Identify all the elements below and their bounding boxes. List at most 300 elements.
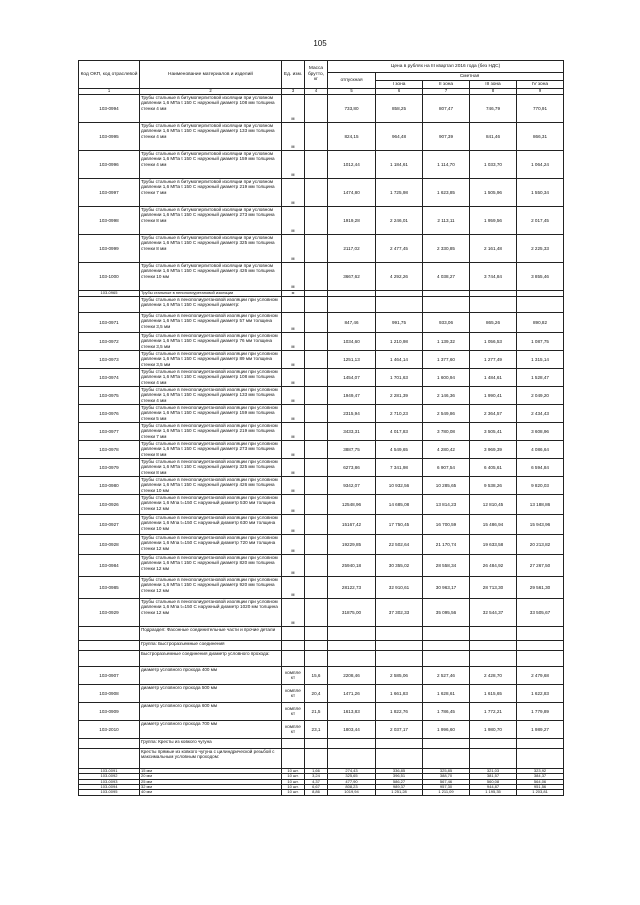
row-unit: компле кт: [282, 684, 305, 702]
row-zone1-price: [376, 748, 423, 768]
row-release-price: [328, 296, 376, 312]
row-release-price: [328, 748, 376, 768]
table-row: [79, 748, 564, 768]
row-code: 103-0907: [79, 666, 140, 684]
row-release-price: 733,80: [328, 94, 376, 122]
row-code: 103-0973: [79, 350, 140, 368]
row-zone3-price: 321,03: [470, 768, 517, 773]
row-zone3-price: 1 980,70: [470, 720, 517, 738]
table-header: [79, 61, 564, 95]
table-body: [79, 94, 564, 795]
row-zone3-price: 746,79: [470, 94, 517, 122]
table-row: [79, 178, 564, 206]
row-unit: 10 шт.: [282, 790, 305, 795]
table-row: [79, 332, 564, 350]
row-mass: 3,24: [305, 774, 328, 779]
table-row: [79, 312, 564, 332]
row-release-price: 6273,86: [328, 458, 376, 476]
row-zone2-price: 1 628,61: [423, 684, 470, 702]
row-unit: компле кт: [282, 702, 305, 720]
row-name: Трубы стальные в пенополиуретановой изоляции при условном давлении 1,6 МПа t 150 С наружный диаметр 820 мм толщина стенки 12 мм: [140, 554, 282, 576]
row-name: Трубы стальные в пенополиуретановой изоляции при условном давлении 1,6 МПа t 150 С наружный диаметр 325 мм толщина стенки 8 мм: [140, 458, 282, 476]
col-number: 5: [328, 89, 376, 95]
row-zone4-price: 2 017,45: [517, 206, 564, 234]
table-row: [79, 534, 564, 554]
row-unit: [282, 626, 305, 640]
row-mass: [305, 494, 328, 514]
row-zone1-price: 2 477,45: [376, 234, 423, 262]
row-zone2-price: 13 814,23: [423, 494, 470, 514]
row-name: Трубы стальные в пенополиуретановой изоляции при условном давлении 1,6 МПа t 150 С наружный диаметр 76 мм толщина стенки 3,5 мм: [140, 332, 282, 350]
row-zone4-price: 1 622,83: [517, 684, 564, 702]
row-unit: м: [282, 150, 305, 178]
row-zone4-price: 13 188,86: [517, 494, 564, 514]
row-code: 103-0985: [79, 576, 140, 598]
row-zone3-price: 9 538,26: [470, 476, 517, 494]
row-code: 103-0092: [79, 774, 140, 779]
row-zone4-price: [517, 296, 564, 312]
row-release-price: 9342,07: [328, 476, 376, 494]
row-zone2-price: 957,30: [423, 785, 470, 790]
row-zone4-price: 2 225,33: [517, 234, 564, 262]
col-number: 2: [140, 89, 282, 95]
row-zone4-price: 15 943,96: [517, 514, 564, 534]
row-zone2-price: 1 114,70: [423, 150, 470, 178]
row-zone3-price: 944,87: [470, 785, 517, 790]
row-release-price: 1919,28: [328, 206, 376, 234]
row-release-price: 1471,26: [328, 684, 376, 702]
row-unit: 10 шт.: [282, 768, 305, 773]
row-zone1-price: 1 464,14: [376, 350, 423, 368]
row-zone3-price: 26 484,92: [470, 554, 517, 576]
row-name: Трубы стальные в пенополиуретановой изоляции при условном давлении 1,6 МПа t 150 С наружный диаметр 219 мм толщина стенки 7 мм: [140, 422, 282, 440]
row-name: Трубы стальные в пенополиуретановой изоляции при условном давлении 1,6 МПа t 150 С наружный диаметр 108 мм толщина стенки 4 мм: [140, 368, 282, 386]
row-zone2-price: [423, 748, 470, 768]
row-zone1-price: 1 822,76: [376, 702, 423, 720]
row-zone4-price: 770,91: [517, 94, 564, 122]
row-mass: [305, 386, 328, 404]
row-release-price: 25940,18: [328, 554, 376, 576]
row-name: Трубы стальные в битумоперлитовой изоляции при условном давлении 1,6 МПа t 150 С наружный диаметр 219 мм толщина стенки 7 мм: [140, 178, 282, 206]
row-zone4-price: 890,82: [517, 312, 564, 332]
row-code: 103-0927: [79, 514, 140, 534]
row-zone2-price: 1 623,85: [423, 178, 470, 206]
row-unit: м: [282, 598, 305, 626]
row-zone1-price: 964,48: [376, 122, 423, 150]
row-name: диаметр условного прохода 400 мм: [140, 666, 282, 684]
row-mass: 8,86: [305, 790, 328, 795]
row-zone4-price: 2 479,68: [517, 666, 564, 684]
row-release-price: [328, 650, 376, 666]
row-mass: [305, 94, 328, 122]
row-mass: 20,4: [305, 684, 328, 702]
row-zone3-price: [470, 748, 517, 768]
row-zone1-price: 1 251,28: [376, 790, 423, 795]
row-name: 15 мм: [140, 768, 282, 773]
row-release-price: 3887,75: [328, 440, 376, 458]
row-release-price: 808,23: [328, 785, 376, 790]
row-unit: м: [282, 234, 305, 262]
header-release: отпускная: [328, 73, 376, 89]
table-row: [79, 650, 564, 666]
row-name: Трубы стальные в битумоперлитовой изоляции при условном давлении 1,6 МПа t 150 С наружный диаметр 159 мм толщина стенки 4 мм: [140, 150, 282, 178]
table-row: [79, 576, 564, 598]
row-zone3-price: 381,57: [470, 774, 517, 779]
row-zone3-price: 865,26: [470, 312, 517, 332]
row-zone2-price: 2 330,85: [423, 234, 470, 262]
row-mass: [305, 150, 328, 178]
table-row: [79, 94, 564, 122]
row-release-price: 1613,83: [328, 702, 376, 720]
table-row: [79, 702, 564, 720]
row-code: 103-0974: [79, 368, 140, 386]
row-code: 103-0972: [79, 332, 140, 350]
row-zone1-price: 30 355,02: [376, 554, 423, 576]
row-zone2-price: [423, 296, 470, 312]
row-zone4-price: 4 086,64: [517, 440, 564, 458]
row-code: 103-0095: [79, 790, 140, 795]
row-zone3-price: 32 544,37: [470, 598, 517, 626]
row-zone4-price: [517, 640, 564, 650]
row-mass: [305, 296, 328, 312]
row-release-price: 2208,46: [328, 666, 376, 684]
row-zone1-price: 22 502,64: [376, 534, 423, 554]
row-mass: 4,37: [305, 779, 328, 784]
row-zone3-price: 1 615,65: [470, 684, 517, 702]
row-zone1-price: 336,85: [376, 768, 423, 773]
table-row: [79, 350, 564, 368]
row-zone3-price: [470, 650, 517, 666]
table-row: [79, 368, 564, 386]
row-zone1-price: [376, 738, 423, 748]
table-row: [79, 720, 564, 738]
row-zone2-price: 2 113,11: [423, 206, 470, 234]
row-name: Трубы стальные в пенополиуретановой изоляции при условном давлении 1,6 МПа t 150 С наружный диаметр 57 мм толщина стенки 3,5 мм: [140, 312, 282, 332]
row-zone1-price: [376, 650, 423, 666]
row-unit: [282, 748, 305, 768]
row-zone4-price: 2 049,20: [517, 386, 564, 404]
row-name: Группа: Быстроразъемные соединения: [140, 640, 282, 650]
row-zone3-price: 12 810,45: [470, 494, 517, 514]
row-name: Трубы стальные в пенополиуретановой изоляции при условном давлении 1,6 МПа t 150 С наружный диаметр 920 мм толщина стенки 12 мм: [140, 576, 282, 598]
row-mass: [305, 514, 328, 534]
row-zone2-price: 1 139,32: [423, 332, 470, 350]
row-code: 103-0908: [79, 684, 140, 702]
row-unit: м: [282, 534, 305, 554]
row-zone3-price: 2 161,48: [470, 234, 517, 262]
row-unit: 10 шт.: [282, 779, 305, 784]
row-zone1-price: 37 302,33: [376, 598, 423, 626]
row-zone2-price: 35 095,56: [423, 598, 470, 626]
row-mass: 21,5: [305, 702, 328, 720]
row-zone2-price: 4 038,27: [423, 262, 470, 290]
row-release-price: 12548,96: [328, 494, 376, 514]
col-number: 9: [517, 89, 564, 95]
row-zone4-price: 20 213,82: [517, 534, 564, 554]
row-unit: [282, 738, 305, 748]
row-release-price: 274,43: [328, 768, 376, 773]
row-release-price: 1454,07: [328, 368, 376, 386]
row-code: 103-0976: [79, 404, 140, 422]
row-zone3-price: 6 405,61: [470, 458, 517, 476]
row-zone4-price: [517, 748, 564, 768]
row-release-price: 477,90: [328, 779, 376, 784]
row-unit: м: [282, 368, 305, 386]
header-unit: Ед. изм.: [282, 61, 305, 89]
row-zone1-price: 1 725,98: [376, 178, 423, 206]
row-zone1-price: 4 292,26: [376, 262, 423, 290]
row-name: Трубы стальные в пенополиуретановой изоляции при условном давлении 1,6 Мпа t=150 С наружный диаметр 1020 мм толщина стенки 12 мм: [140, 598, 282, 626]
row-release-price: 824,15: [328, 122, 376, 150]
col-number: 4: [305, 89, 328, 95]
header-zone2: II зона: [423, 81, 470, 89]
row-release-price: 1949,47: [328, 386, 376, 404]
row-release-price: [328, 640, 376, 650]
row-name: Трубы стальные в пенополиуретановой изоляции при условном давлении 1,6 МПа t 150 С наружный диаметр 273 мм толщина стенки 8 мм: [140, 440, 282, 458]
row-zone1-price: 32 910,61: [376, 576, 423, 598]
row-zone1-price: 2 281,39: [376, 386, 423, 404]
row-mass: [305, 332, 328, 350]
row-unit: м: [282, 386, 305, 404]
row-code: 103-0994: [79, 94, 140, 122]
row-zone3-price: 1 959,56: [470, 206, 517, 234]
row-unit: м: [282, 94, 305, 122]
row-name: Трубы стальные в пенополиуретановой изоляции при условном давлении 1,6 Мпа t=150 С наружный диаметр 720 мм толщина стенки 12 мм: [140, 534, 282, 554]
row-mass: [305, 476, 328, 494]
row-name: Трубы стальные в пенополиуретановой изоляции при условном давлении 1,6 МПа t 150 С наружный диаметр 89 мм толщина стенки 3,5 мм: [140, 350, 282, 368]
row-unit: м: [282, 206, 305, 234]
row-zone3-price: 1 990,41: [470, 386, 517, 404]
row-zone2-price: 1 377,60: [423, 350, 470, 368]
row-code: 103-0909: [79, 702, 140, 720]
row-zone4-price: [517, 626, 564, 640]
col-number: 8: [470, 89, 517, 95]
row-zone3-price: 1 505,96: [470, 178, 517, 206]
row-name: Трубы стальные в пенополиуретановой изоляции при условном давлении 1,6 МПа t 150 С наружный диаметр 426 мм толщина стенки 10 мм: [140, 476, 282, 494]
row-zone1-price: 2 585,06: [376, 666, 423, 684]
row-release-price: 1012,44: [328, 150, 376, 178]
row-zone4-price: [517, 738, 564, 748]
row-code: [79, 626, 140, 640]
table-row: [79, 598, 564, 626]
table-row: [79, 234, 564, 262]
row-zone3-price: [470, 296, 517, 312]
row-zone3-price: 19 633,58: [470, 534, 517, 554]
table-row: [79, 494, 564, 514]
header-estimate: Сметная: [376, 73, 564, 81]
row-zone2-price: 6 907,54: [423, 458, 470, 476]
row-code: [79, 296, 140, 312]
row-zone2-price: 4 280,42: [423, 440, 470, 458]
row-zone2-price: 30 963,17: [423, 576, 470, 598]
row-code: [79, 650, 140, 666]
row-name: диаметр условного прохода 700 мм: [140, 720, 282, 738]
row-code: [79, 738, 140, 748]
row-name: Трубы стальные в битумоперлитовой изоляции при условном давлении 1,6 МПа t 150 С наружный диаметр 108 мм толщина стенки 4 мм: [140, 94, 282, 122]
table-row: [79, 790, 564, 795]
table-row: [79, 150, 564, 178]
row-name: Быстроразъемные соединения диаметр условного прохода:: [140, 650, 282, 666]
row-zone1-price: 586,27: [376, 779, 423, 784]
row-zone3-price: 2 428,70: [470, 666, 517, 684]
row-code: 103-0996: [79, 150, 140, 178]
row-zone2-price: 325,85: [423, 768, 470, 773]
row-zone3-price: 1 195,35: [470, 790, 517, 795]
row-release-price: 847,46: [328, 312, 376, 332]
row-zone4-price: 29 561,30: [517, 576, 564, 598]
row-unit: компле кт: [282, 666, 305, 684]
row-mass: 23,1: [305, 720, 328, 738]
price-table: [78, 60, 564, 796]
row-zone3-price: [470, 738, 517, 748]
row-code: 103-0929: [79, 598, 140, 626]
row-zone2-price: 21 170,74: [423, 534, 470, 554]
table-row: [79, 514, 564, 534]
row-code: 103-0977: [79, 422, 140, 440]
row-zone1-price: 991,75: [376, 312, 423, 332]
row-zone3-price: 15 486,94: [470, 514, 517, 534]
row-name: диаметр условного прохода 500 мм: [140, 684, 282, 702]
row-unit: м: [282, 332, 305, 350]
row-zone1-price: 7 341,98: [376, 458, 423, 476]
row-zone4-price: 1 779,89: [517, 702, 564, 720]
row-zone1-price: 1 210,98: [376, 332, 423, 350]
row-name: 25 мм: [140, 779, 282, 784]
row-zone4-price: 9 820,03: [517, 476, 564, 494]
row-name: Группа: Кресты из ковкого чугуна: [140, 738, 282, 748]
row-zone2-price: 1 211,09: [423, 790, 470, 795]
row-unit: м: [282, 262, 305, 290]
row-zone3-price: 1 056,53: [470, 332, 517, 350]
row-code: 103-0984: [79, 554, 140, 576]
row-name: Трубы стальные в битумоперлитовой изоляции при условном давлении 1,6 МПа t 150 С наружный диаметр 273 мм толщина стенки 8 мм: [140, 206, 282, 234]
table-row: [79, 386, 564, 404]
header-zone4: IV зона: [517, 81, 564, 89]
row-mass: 15,6: [305, 666, 328, 684]
row-zone2-price: 2 549,86: [423, 404, 470, 422]
table-row: [79, 476, 564, 494]
header-zone1: I зона: [376, 81, 423, 89]
row-mass: [305, 458, 328, 476]
row-code: 103-0091: [79, 768, 140, 773]
header-zone3: III зона: [470, 81, 517, 89]
row-zone1-price: [376, 626, 423, 640]
row-mass: [305, 350, 328, 368]
row-code: 103-0975: [79, 386, 140, 404]
row-zone2-price: [423, 640, 470, 650]
row-unit: м: [282, 440, 305, 458]
row-release-price: 3433,31: [328, 422, 376, 440]
row-zone2-price: 28 558,34: [423, 554, 470, 576]
row-mass: [305, 554, 328, 576]
row-zone1-price: 1 661,83: [376, 684, 423, 702]
row-zone2-price: 1 786,45: [423, 702, 470, 720]
row-zone4-price: 384,37: [517, 774, 564, 779]
col-number: 1: [79, 89, 140, 95]
row-zone4-price: 3 855,46: [517, 262, 564, 290]
row-zone1-price: 4 549,65: [376, 440, 423, 458]
row-release-price: 15167,42: [328, 514, 376, 534]
row-release-price: 19229,85: [328, 534, 376, 554]
row-code: 103-0094: [79, 785, 140, 790]
row-release-price: 2315,94: [328, 404, 376, 422]
header-name: Наименование материалов и изделий: [140, 61, 282, 89]
row-mass: [305, 650, 328, 666]
row-name: Трубы стальные в битумоперлитовой изоляции при условном давлении 1,6 МПа t 150 С наружный диаметр 133 мм толщина стенки 4 мм: [140, 122, 282, 150]
row-mass: [305, 234, 328, 262]
row-mass: 6,67: [305, 785, 328, 790]
row-name: Трубы стальные в битумоперлитовой изоляции при условном давлении 1,6 МПа t 150 С наружный диаметр 426 мм толщина стенки 10 мм: [140, 262, 282, 290]
row-mass: [305, 404, 328, 422]
row-mass: [305, 122, 328, 150]
row-code: 103-0998: [79, 206, 140, 234]
row-zone1-price: 1 701,63: [376, 368, 423, 386]
row-zone3-price: 560,08: [470, 779, 517, 784]
row-zone2-price: 907,39: [423, 122, 470, 150]
row-zone1-price: [376, 296, 423, 312]
row-release-price: [328, 626, 376, 640]
row-zone1-price: 989,37: [376, 785, 423, 790]
header-mass: Масса брутто, кг: [305, 61, 328, 89]
row-mass: [305, 440, 328, 458]
table-row: [79, 554, 564, 576]
row-zone2-price: 2 146,36: [423, 386, 470, 404]
row-name: Трубы стальные в битумоперлитовой изоляции при условном давлении 1,6 МПа t 150 С наружный диаметр 325 мм толщина стенки 8 мм: [140, 234, 282, 262]
row-name: Трубы стальные в пенополиуретановой изоляции при условном давлении 1,6 Мпа t=150 С наружный диаметр 530 мм толщина стенки 12 мм: [140, 494, 282, 514]
row-unit: м: [282, 494, 305, 514]
row-code: 103-0926: [79, 494, 140, 514]
row-zone4-price: 1 528,47: [517, 368, 564, 386]
row-code: 103-1000: [79, 262, 140, 290]
row-zone1-price: 2 710,23: [376, 404, 423, 422]
row-code: 103-0999: [79, 234, 140, 262]
row-name: Трубы стальные в пенополиуретановой изоляции при условном давлении 1,6 МПа t 150 С наружный диаметр 159 мм толщина стенки 5 мм: [140, 404, 282, 422]
row-release-price: 1803,44: [328, 720, 376, 738]
row-zone4-price: 6 594,84: [517, 458, 564, 476]
row-zone2-price: 1 600,94: [423, 368, 470, 386]
row-mass: 1,66: [305, 768, 328, 773]
row-mass: [305, 422, 328, 440]
row-zone1-price: 1 184,61: [376, 150, 423, 178]
row-unit: м: [282, 312, 305, 332]
table-row: [79, 458, 564, 476]
row-code: 103-0995: [79, 122, 140, 150]
row-name: Трубы стальные в пенополиуретановой изоляции при условном давлении 1,6 МПа t 150 С наружный диаметр:: [140, 296, 282, 312]
row-zone4-price: 27 267,50: [517, 554, 564, 576]
row-zone4-price: 866,31: [517, 122, 564, 150]
row-zone1-price: 2 246,01: [376, 206, 423, 234]
row-zone3-price: 841,46: [470, 122, 517, 150]
row-release-price: 31875,00: [328, 598, 376, 626]
row-release-price: 28122,73: [328, 576, 376, 598]
row-zone4-price: 1 989,27: [517, 720, 564, 738]
row-unit: м: [282, 350, 305, 368]
page-number: 105: [313, 39, 327, 48]
row-mass: [305, 178, 328, 206]
row-mass: [305, 640, 328, 650]
row-mass: [305, 312, 328, 332]
table-row: [79, 640, 564, 650]
row-zone4-price: 564,06: [517, 779, 564, 784]
row-mass: [305, 262, 328, 290]
row-mass: [305, 626, 328, 640]
row-code: 103-0928: [79, 534, 140, 554]
row-release-price: 3667,62: [328, 262, 376, 290]
row-code: 103-0980: [79, 476, 140, 494]
row-unit: м: [282, 458, 305, 476]
row-mass: [305, 534, 328, 554]
row-code: 103-0978: [79, 440, 140, 458]
